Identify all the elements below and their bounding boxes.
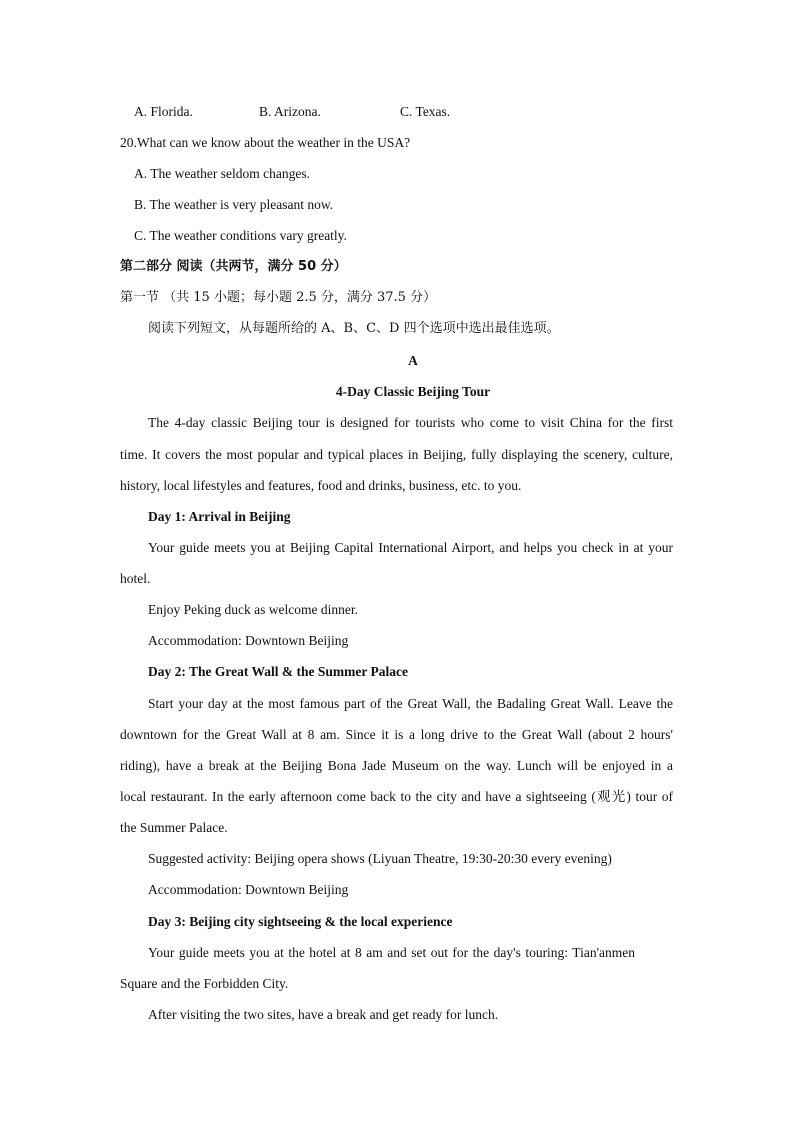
- day-3-line-1: Your guide meets you at the hotel at 8 am and set out for the day's touring: Tian'anmen: [148, 945, 635, 960]
- intro-line-3: history, local lifestyles and features, food and drinks, business, etc. to you.: [120, 478, 522, 493]
- day-3-line-3: After visiting the two sites, have a break and get ready for lunch.: [148, 1007, 499, 1022]
- intro-line-2: time. It covers the most popular and typical places in Beijing, fully displaying the scenery, culture,: [120, 447, 673, 462]
- day-2-line-1: Start your day at the most famous part of the Great Wall, the Badaling Great Wall. Leave the: [148, 696, 673, 711]
- option-b: B. Arizona.: [259, 104, 321, 119]
- day-2-suggested-activity: Suggested activity: Beijing opera shows (Liyuan Theatre, 19:30-20:30 every evening): [148, 851, 612, 866]
- day-1-accommodation: Accommodation: Downtown Beijing: [148, 633, 349, 648]
- passage-letter: A: [408, 353, 418, 368]
- day-2-line-4: local restaurant. In the early afternoon come back to the city and have a sightseeing (观光) tour of: [120, 789, 673, 804]
- day-2-line-5: the Summer Palace.: [120, 820, 228, 835]
- intro-line-1: The 4-day classic Beijing tour is designed for tourists who come to visit China for the first: [148, 415, 673, 430]
- day-3-heading: Day 3: Beijing city sightseeing & the local experience: [148, 914, 453, 929]
- part-2-heading: 第二部分 阅读（共两节，满分 50 分）: [120, 259, 347, 274]
- day-2-accommodation: Accommodation: Downtown Beijing: [148, 882, 349, 897]
- reading-instruction: 阅读下列短文，从每题所给的 A、B、C、D 四个选项中选出最佳选项。: [148, 321, 560, 336]
- section-1-heading: 第一节 （共 15 小题；每小题 2.5 分，满分 37.5 分）: [120, 290, 437, 305]
- option-a: A. Florida.: [134, 104, 193, 119]
- day-2-line-2: downtown for the Great Wall at 8 am. Since it is a long drive to the Great Wall (about 2 hours': [120, 727, 673, 742]
- day-1-heading: Day 1: Arrival in Beijing: [148, 509, 291, 524]
- question-20: 20.What can we know about the weather in the USA?: [120, 135, 411, 150]
- day-3-line-2: Square and the Forbidden City.: [120, 976, 289, 991]
- passage-title: 4-Day Classic Beijing Tour: [335, 384, 491, 399]
- question-19-options: [0, 103, 794, 121]
- day-2-line-3: riding), have a break at the Beijing Bona Jade Museum on the way. Lunch will be enjoyed in a: [120, 758, 673, 773]
- day-1-line-1: Your guide meets you at Beijing Capital International Airport, and helps you check in at your: [148, 540, 673, 555]
- day-1-line-2: hotel.: [120, 571, 151, 586]
- day-2-heading: Day 2: The Great Wall & the Summer Palace: [148, 664, 408, 679]
- question-20-option-b: B. The weather is very pleasant now.: [134, 197, 334, 212]
- question-20-option-c: C. The weather conditions vary greatly.: [134, 228, 347, 243]
- question-20-option-a: A. The weather seldom changes.: [134, 166, 310, 181]
- option-c: C. Texas.: [400, 104, 451, 119]
- day-1-dinner: Enjoy Peking duck as welcome dinner.: [148, 602, 358, 617]
